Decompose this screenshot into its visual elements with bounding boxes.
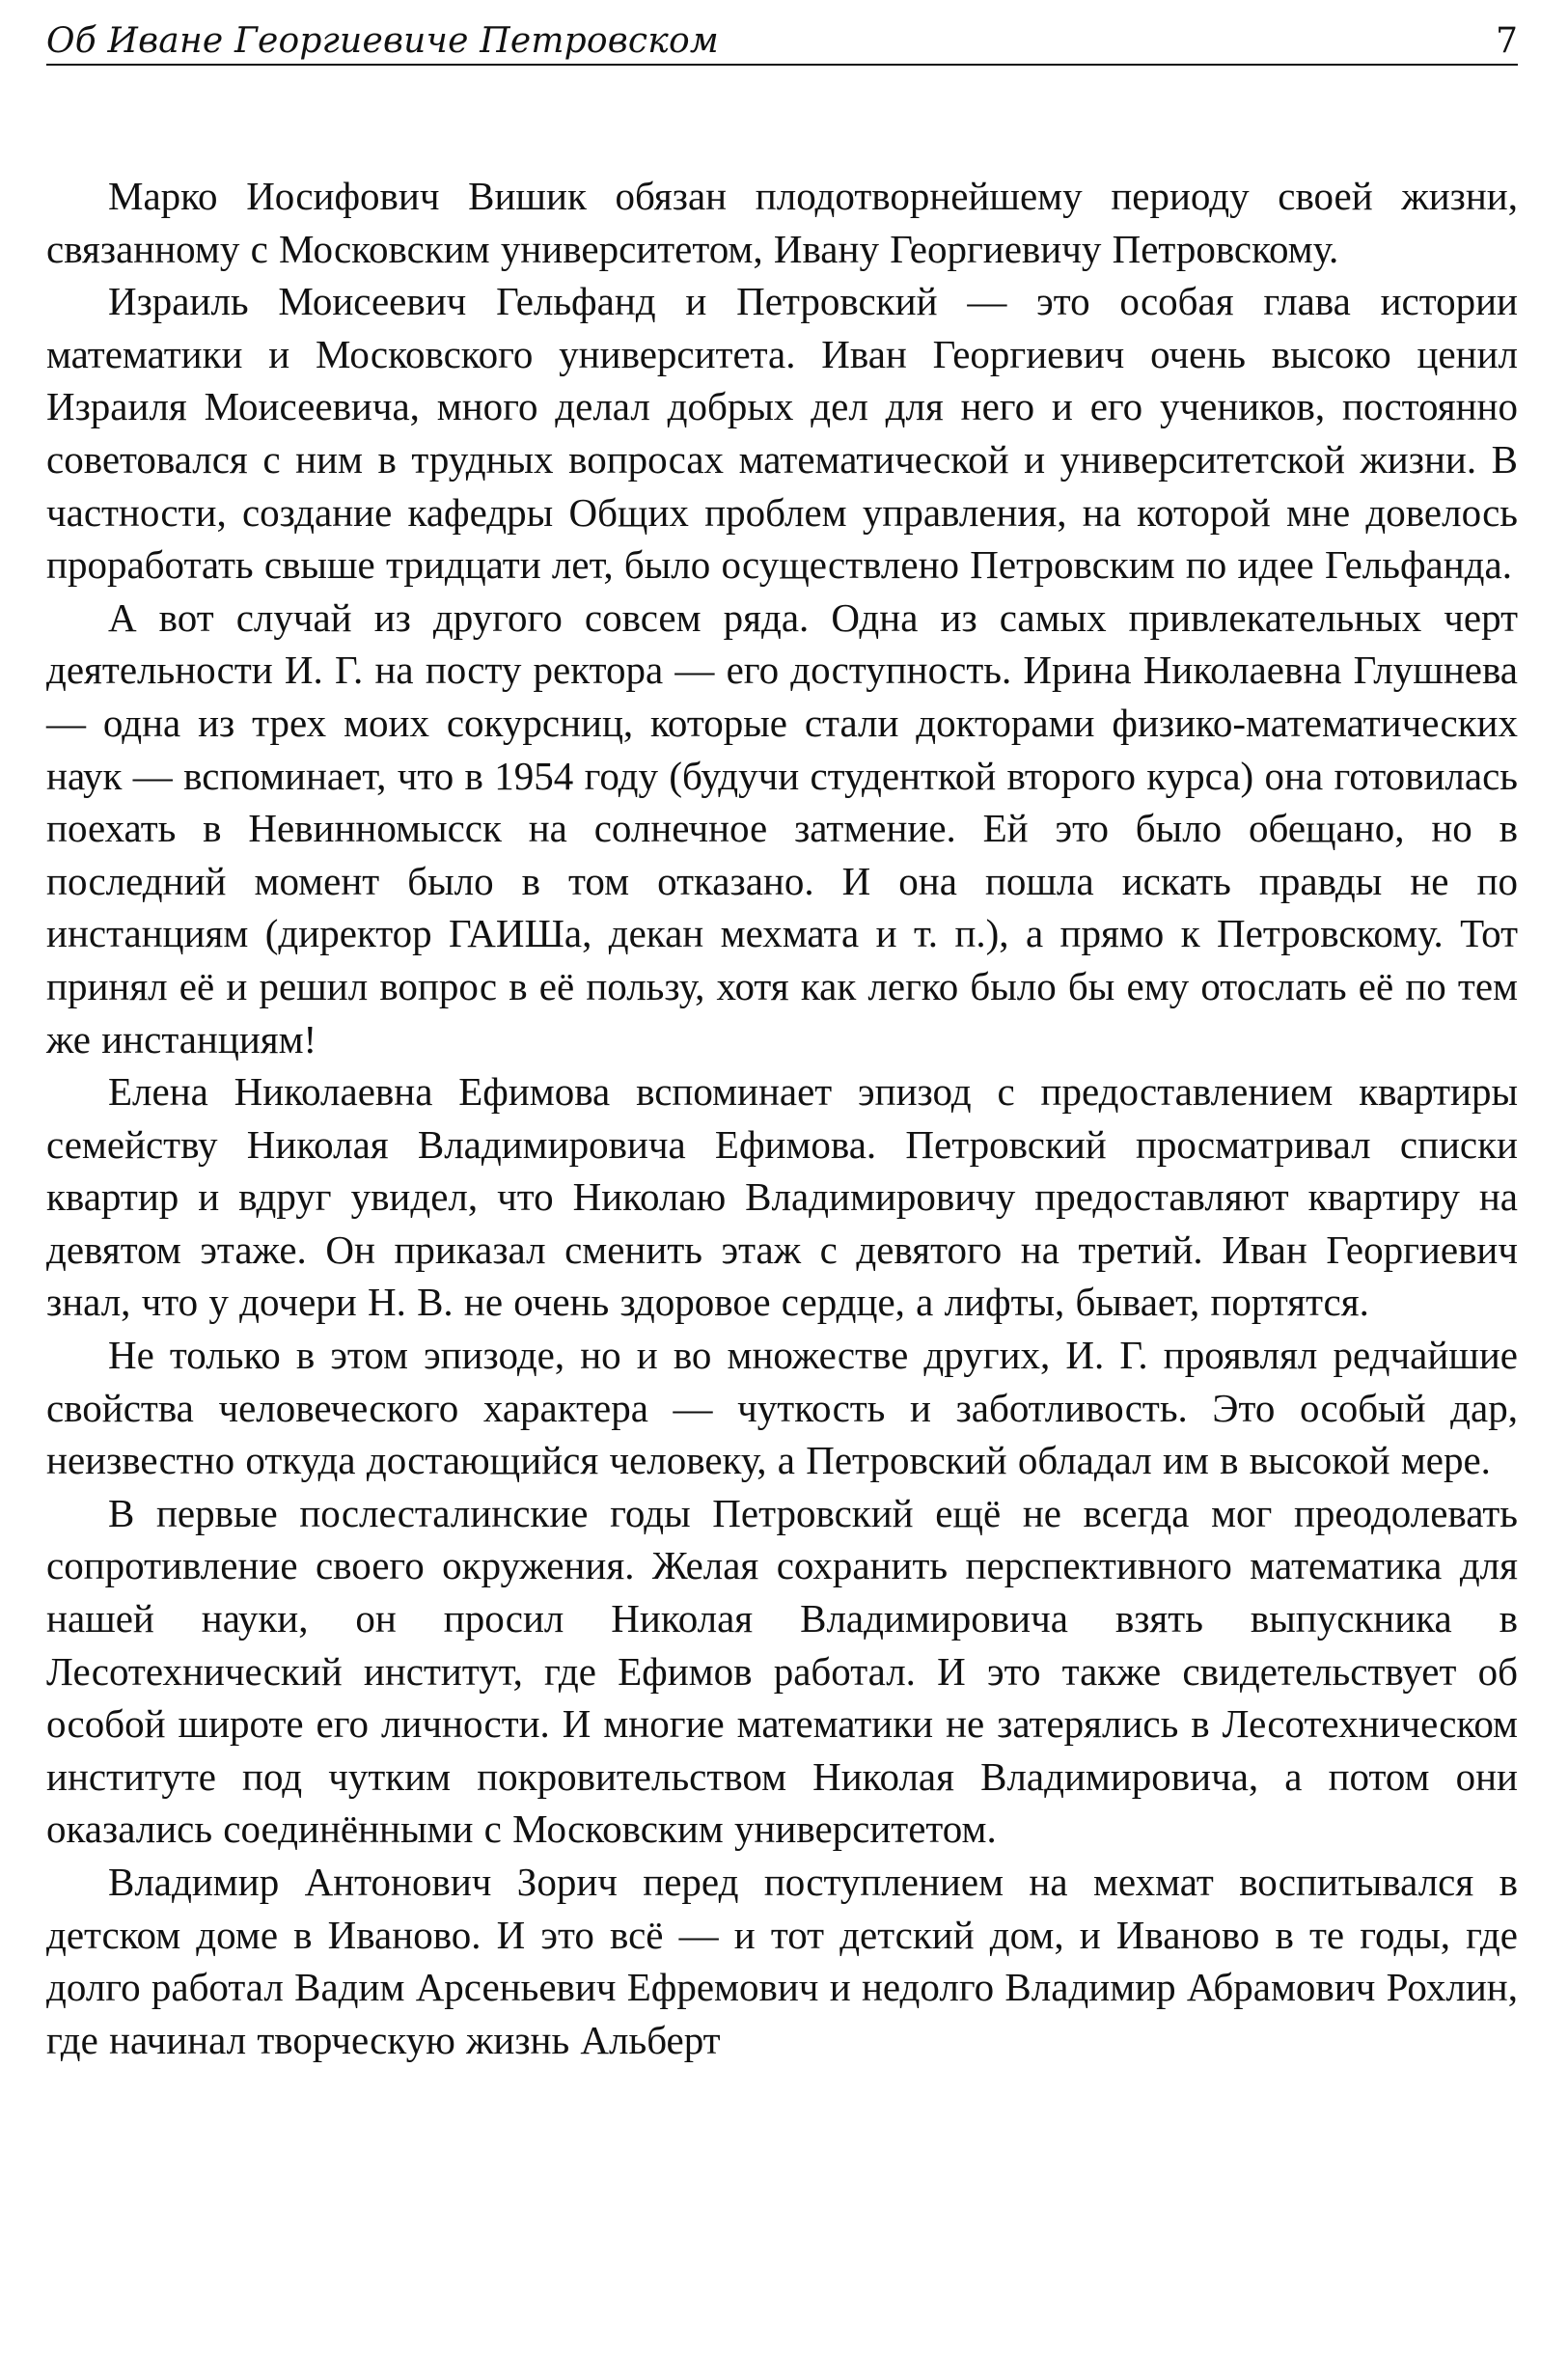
chapter-title: Об Иване Георгиевиче Петровском <box>46 21 719 61</box>
book-page <box>46 21 1518 2066</box>
running-head <box>46 21 1518 66</box>
paragraph: Не только в этом эпизоде, но и во множестве других, И. Г. проявлял редчайшие свойства человеческого характера — чуткость и заботливость. Это особый дар, неизвестно откуда достающийся человеку, а Петровский обладал им в высокой мере. <box>46 1333 1518 1483</box>
paragraph: Владимир Антонович Зорич перед поступлением на мехмат воспитывался в детском доме в Иваново. И это всё — и тот детский дом, и Иваново в те годы, где долго работал Вадим Арсеньевич Ефремович и недолго Владимир Абрамович Рохлин, где начинал творческую жизнь Альберт <box>46 1860 1518 2062</box>
paragraph: А вот случай из другого совсем ряда. Одна из самых привлекательных черт деятельности И. Г. на посту ректора — его доступность. Ирина Николаевна Глушнева — одна из трех моих сокурсниц, которые стали докторами физико-математических наук — вспоминает, что в 1954 году (будучи студенткой второго курса) она готовилась поехать в Невинномысск на солнечное затмение. Ей это было обещано, но в последний момент было в том отказано. И она пошла искать правды не по инстанциям (директор ГАИШа, декан мехмата и т. п.), а прямо к Петровскому. Тот принял её и решил вопрос в её пользу, хотя как легко было бы ему отослать её по тем же инстанциям! <box>46 594 1518 1062</box>
page-number: 7 <box>1496 21 1518 61</box>
body-text <box>46 170 1518 2066</box>
paragraph: Елена Николаевна Ефимова вспоминает эпизод с предоставлением квартиры семейству Николая Владимировича Ефимова. Петровский просматривал списки квартир и вдруг увидел, что Николаю Владимировичу предоставляют квартиру на девятом этаже. Он приказал сменить этаж с девятого на третий. Иван Георгиевич знал, что у дочери Н. В. не очень здоровое сердце, а лифты, бывает, портятся. <box>46 1069 1518 1325</box>
paragraph: Израиль Моисеевич Гельфанд и Петровский — это особая глава истории математики и Московского университета. Иван Георгиевич очень высоко ценил Израиля Моисеевича, много делал добрых дел для него и его учеников, постоянно советовался с ним в трудных вопросах математической и университетской жизни. В частности, создание кафедры Общих проблем управления, на которой мне довелось проработать свыше тридцати лет, было осуществлено Петровским по идее Гельфанда. <box>46 279 1518 588</box>
paragraph: Марко Иосифович Вишик обязан плодотворнейшему периоду своей жизни, связанному с Московским университетом, Ивану Георгиевичу Петровскому. <box>46 174 1518 271</box>
paragraph: В первые послесталинские годы Петровский ещё не всегда мог преодолевать сопротивление своего окружения. Желая сохранить перспективного математика для нашей науки, он просил Николая Владимировича взять выпускника в Лесотехнический институт, где Ефимов работал. И это также свидетельствует об особой широте его личности. И многие математики не затерялись в Лесотехническом институте под чутким покровительством Николая Владимировича, а потом они оказались соединёнными с Московским университетом. <box>46 1490 1518 1852</box>
